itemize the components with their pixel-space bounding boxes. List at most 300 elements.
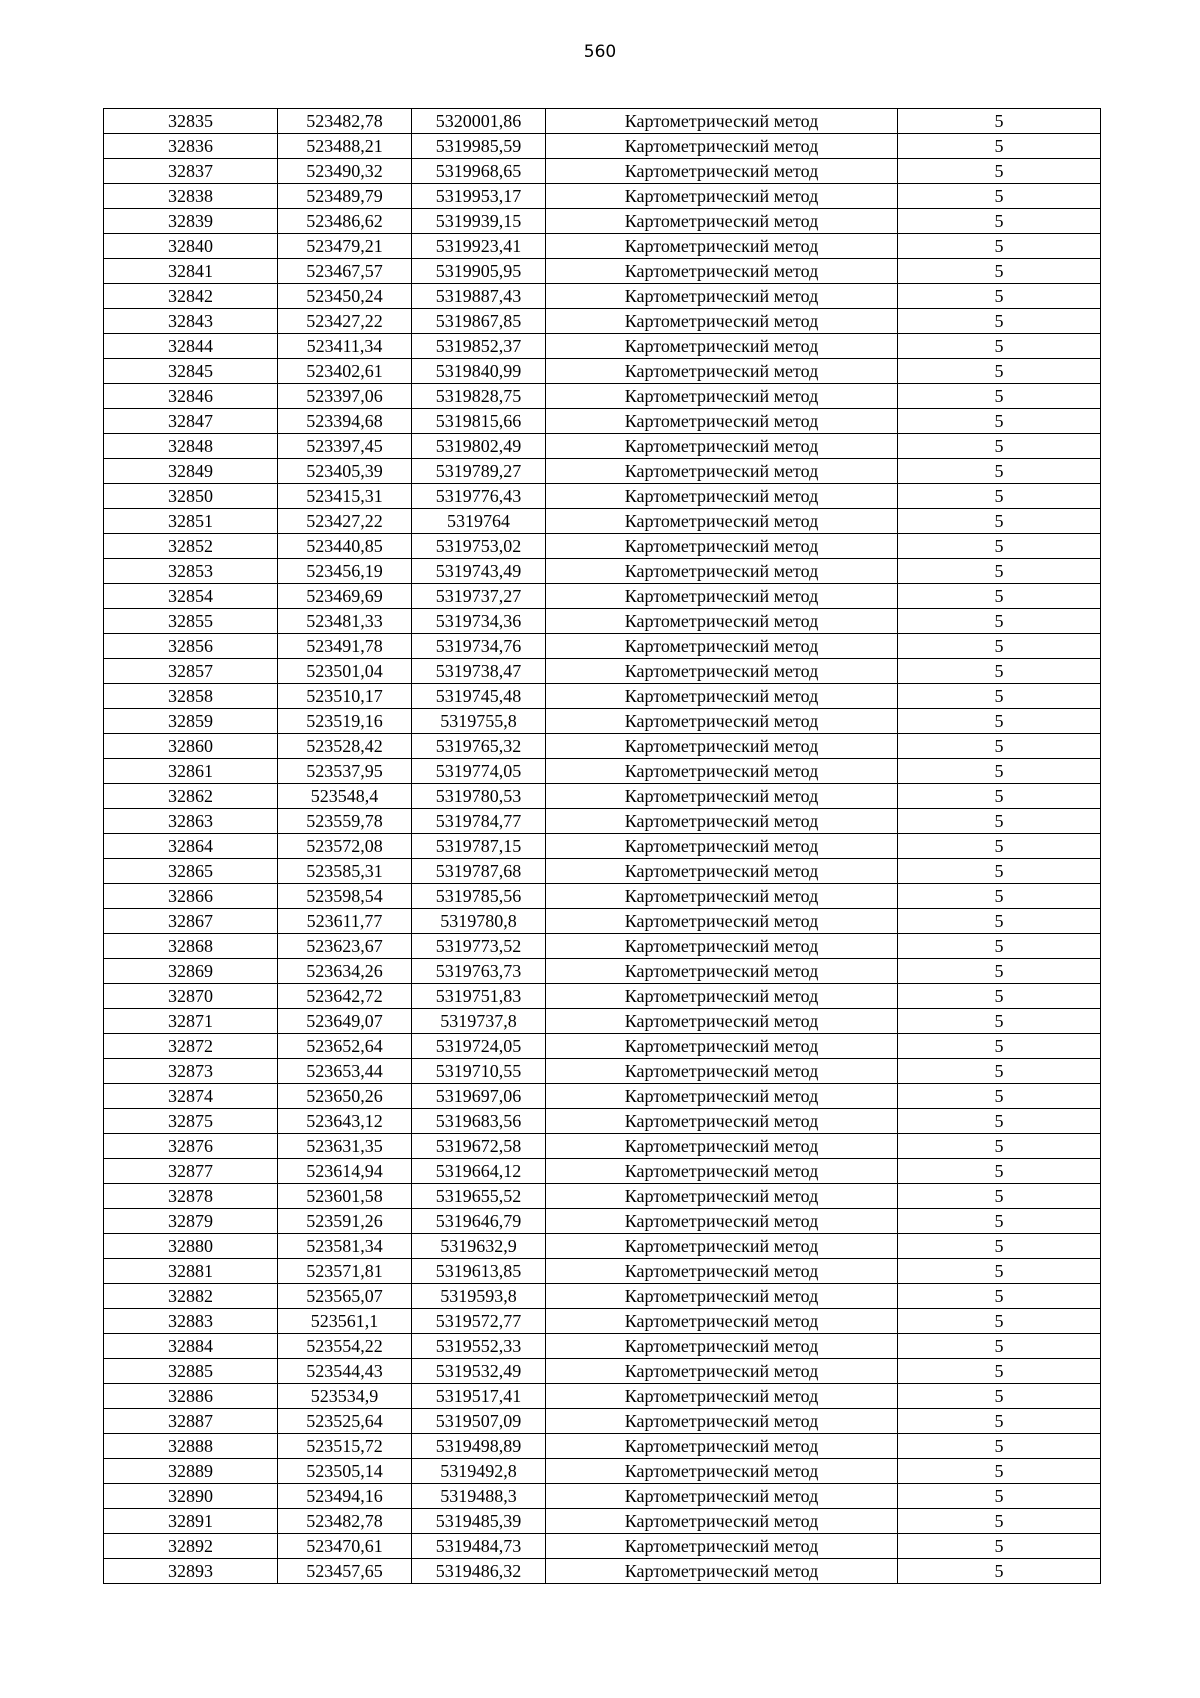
x-coordinate-cell: 523394,68: [278, 409, 412, 434]
table-row: [104, 1209, 1101, 1234]
table-row: [104, 1134, 1101, 1159]
point-number-cell: 32862: [104, 784, 278, 809]
point-number-cell: 32873: [104, 1059, 278, 1084]
table-row: [104, 659, 1101, 684]
y-coordinate-cell: 5319743,49: [412, 559, 546, 584]
x-coordinate-cell: 523479,21: [278, 234, 412, 259]
accuracy-cell: 5: [898, 659, 1101, 684]
accuracy-cell: 5: [898, 284, 1101, 309]
x-coordinate-cell: 523427,22: [278, 309, 412, 334]
point-number-cell: 32835: [104, 109, 278, 134]
y-coordinate-cell: 5319710,55: [412, 1059, 546, 1084]
method-cell: Картометрический метод: [546, 884, 898, 909]
point-number-cell: 32850: [104, 484, 278, 509]
point-number-cell: 32877: [104, 1159, 278, 1184]
point-number-cell: 32874: [104, 1084, 278, 1109]
x-coordinate-cell: 523489,79: [278, 184, 412, 209]
method-cell: Картометрический метод: [546, 859, 898, 884]
method-cell: Картометрический метод: [546, 1334, 898, 1359]
point-number-cell: 32886: [104, 1384, 278, 1409]
point-number-cell: 32842: [104, 284, 278, 309]
point-number-cell: 32868: [104, 934, 278, 959]
point-number-cell: 32887: [104, 1409, 278, 1434]
accuracy-cell: 5: [898, 1409, 1101, 1434]
x-coordinate-cell: 523534,9: [278, 1384, 412, 1409]
table-row: [104, 709, 1101, 734]
accuracy-cell: 5: [898, 734, 1101, 759]
y-coordinate-cell: 5319613,85: [412, 1259, 546, 1284]
y-coordinate-cell: 5319953,17: [412, 184, 546, 209]
y-coordinate-cell: 5319755,8: [412, 709, 546, 734]
accuracy-cell: 5: [898, 1284, 1101, 1309]
point-number-cell: 32878: [104, 1184, 278, 1209]
point-number-cell: 32885: [104, 1359, 278, 1384]
y-coordinate-cell: 5319828,75: [412, 384, 546, 409]
x-coordinate-cell: 523601,58: [278, 1184, 412, 1209]
method-cell: Картометрический метод: [546, 159, 898, 184]
table-row: [104, 1009, 1101, 1034]
point-number-cell: 32851: [104, 509, 278, 534]
point-number-cell: 32859: [104, 709, 278, 734]
x-coordinate-cell: 523649,07: [278, 1009, 412, 1034]
accuracy-cell: 5: [898, 334, 1101, 359]
point-number-cell: 32863: [104, 809, 278, 834]
y-coordinate-cell: 5319683,56: [412, 1109, 546, 1134]
point-number-cell: 32870: [104, 984, 278, 1009]
method-cell: Картометрический метод: [546, 584, 898, 609]
accuracy-cell: 5: [898, 234, 1101, 259]
x-coordinate-cell: 523501,04: [278, 659, 412, 684]
point-number-cell: 32860: [104, 734, 278, 759]
y-coordinate-cell: 5319774,05: [412, 759, 546, 784]
method-cell: Картометрический метод: [546, 1234, 898, 1259]
table-row: [104, 1084, 1101, 1109]
method-cell: Картометрический метод: [546, 984, 898, 1009]
x-coordinate-cell: 523519,16: [278, 709, 412, 734]
y-coordinate-cell: 5319784,77: [412, 809, 546, 834]
point-number-cell: 32876: [104, 1134, 278, 1159]
x-coordinate-cell: 523643,12: [278, 1109, 412, 1134]
method-cell: Картометрический метод: [546, 384, 898, 409]
point-number-cell: 32869: [104, 959, 278, 984]
method-cell: Картометрический метод: [546, 1184, 898, 1209]
table-row: [104, 1534, 1101, 1559]
table-row: [104, 884, 1101, 909]
table-row: [104, 434, 1101, 459]
point-number-cell: 32846: [104, 384, 278, 409]
point-number-cell: 32854: [104, 584, 278, 609]
method-cell: Картометрический метод: [546, 1109, 898, 1134]
y-coordinate-cell: 5319488,3: [412, 1484, 546, 1509]
x-coordinate-cell: 523515,72: [278, 1434, 412, 1459]
y-coordinate-cell: 5319646,79: [412, 1209, 546, 1234]
point-number-cell: 32838: [104, 184, 278, 209]
accuracy-cell: 5: [898, 159, 1101, 184]
accuracy-cell: 5: [898, 584, 1101, 609]
y-coordinate-cell: 5319572,77: [412, 1309, 546, 1334]
y-coordinate-cell: 5319492,8: [412, 1459, 546, 1484]
table-row: [104, 509, 1101, 534]
x-coordinate-cell: 523525,64: [278, 1409, 412, 1434]
accuracy-cell: 5: [898, 709, 1101, 734]
point-number-cell: 32867: [104, 909, 278, 934]
point-number-cell: 32858: [104, 684, 278, 709]
table-row: [104, 1559, 1101, 1584]
y-coordinate-cell: 5319802,49: [412, 434, 546, 459]
point-number-cell: 32861: [104, 759, 278, 784]
x-coordinate-cell: 523561,1: [278, 1309, 412, 1334]
x-coordinate-cell: 523548,4: [278, 784, 412, 809]
method-cell: Картометрический метод: [546, 309, 898, 334]
method-cell: Картометрический метод: [546, 534, 898, 559]
table-row: [104, 1259, 1101, 1284]
y-coordinate-cell: 5319765,32: [412, 734, 546, 759]
table-row: [104, 484, 1101, 509]
y-coordinate-cell: 5319672,58: [412, 1134, 546, 1159]
y-coordinate-cell: 5319734,76: [412, 634, 546, 659]
y-coordinate-cell: 5319923,41: [412, 234, 546, 259]
y-coordinate-cell: 5319737,8: [412, 1009, 546, 1034]
method-cell: Картометрический метод: [546, 209, 898, 234]
table-row: [104, 734, 1101, 759]
x-coordinate-cell: 523554,22: [278, 1334, 412, 1359]
y-coordinate-cell: 5319780,53: [412, 784, 546, 809]
method-cell: Картометрический метод: [546, 609, 898, 634]
method-cell: Картометрический метод: [546, 234, 898, 259]
table-row: [104, 1184, 1101, 1209]
point-number-cell: 32880: [104, 1234, 278, 1259]
method-cell: Картометрический метод: [546, 109, 898, 134]
accuracy-cell: 5: [898, 509, 1101, 534]
x-coordinate-cell: 523591,26: [278, 1209, 412, 1234]
y-coordinate-cell: 5319532,49: [412, 1359, 546, 1384]
accuracy-cell: 5: [898, 634, 1101, 659]
y-coordinate-cell: 5319776,43: [412, 484, 546, 509]
point-number-cell: 32843: [104, 309, 278, 334]
accuracy-cell: 5: [898, 259, 1101, 284]
accuracy-cell: 5: [898, 1059, 1101, 1084]
method-cell: Картометрический метод: [546, 734, 898, 759]
table-row: [104, 1284, 1101, 1309]
method-cell: Картометрический метод: [546, 484, 898, 509]
point-number-cell: 32857: [104, 659, 278, 684]
accuracy-cell: 5: [898, 434, 1101, 459]
method-cell: Картометрический метод: [546, 1284, 898, 1309]
x-coordinate-cell: 523611,77: [278, 909, 412, 934]
x-coordinate-cell: 523565,07: [278, 1284, 412, 1309]
table-row: [104, 609, 1101, 634]
accuracy-cell: 5: [898, 684, 1101, 709]
x-coordinate-cell: 523481,33: [278, 609, 412, 634]
y-coordinate-cell: 5319852,37: [412, 334, 546, 359]
x-coordinate-cell: 523571,81: [278, 1259, 412, 1284]
accuracy-cell: 5: [898, 834, 1101, 859]
table-row: [104, 634, 1101, 659]
method-cell: Картометрический метод: [546, 684, 898, 709]
method-cell: Картометрический метод: [546, 1134, 898, 1159]
point-number-cell: 32852: [104, 534, 278, 559]
method-cell: Картометрический метод: [546, 434, 898, 459]
table-row: [104, 259, 1101, 284]
accuracy-cell: 5: [898, 1334, 1101, 1359]
table-row: [104, 334, 1101, 359]
table-row: [104, 284, 1101, 309]
method-cell: Картометрический метод: [546, 809, 898, 834]
x-coordinate-cell: 523397,45: [278, 434, 412, 459]
x-coordinate-cell: 523544,43: [278, 1359, 412, 1384]
point-number-cell: 32845: [104, 359, 278, 384]
point-number-cell: 32891: [104, 1509, 278, 1534]
point-number-cell: 32853: [104, 559, 278, 584]
page-number: 560: [583, 42, 617, 62]
x-coordinate-cell: 523405,39: [278, 459, 412, 484]
method-cell: Картометрический метод: [546, 259, 898, 284]
table-row: [104, 1509, 1101, 1534]
table-row: [104, 359, 1101, 384]
accuracy-cell: 5: [898, 109, 1101, 134]
y-coordinate-cell: 5319763,73: [412, 959, 546, 984]
x-coordinate-cell: 523634,26: [278, 959, 412, 984]
x-coordinate-cell: 523494,16: [278, 1484, 412, 1509]
x-coordinate-cell: 523470,61: [278, 1534, 412, 1559]
method-cell: Картометрический метод: [546, 1259, 898, 1284]
y-coordinate-cell: 5319780,8: [412, 909, 546, 934]
method-cell: Картометрический метод: [546, 559, 898, 584]
method-cell: Картометрический метод: [546, 634, 898, 659]
table-row: [104, 309, 1101, 334]
point-number-cell: 32855: [104, 609, 278, 634]
method-cell: Картометрический метод: [546, 1534, 898, 1559]
point-number-cell: 32872: [104, 1034, 278, 1059]
table-row: [104, 1034, 1101, 1059]
method-cell: Картометрический метод: [546, 834, 898, 859]
method-cell: Картометрический метод: [546, 334, 898, 359]
point-number-cell: 32889: [104, 1459, 278, 1484]
table-row: [104, 934, 1101, 959]
y-coordinate-cell: 5319887,43: [412, 284, 546, 309]
accuracy-cell: 5: [898, 559, 1101, 584]
point-number-cell: 32881: [104, 1259, 278, 1284]
accuracy-cell: 5: [898, 934, 1101, 959]
table-row: [104, 559, 1101, 584]
table-row: [104, 1109, 1101, 1134]
x-coordinate-cell: 523650,26: [278, 1084, 412, 1109]
x-coordinate-cell: 523456,19: [278, 559, 412, 584]
y-coordinate-cell: 5319753,02: [412, 534, 546, 559]
accuracy-cell: 5: [898, 1159, 1101, 1184]
table-row: [104, 1409, 1101, 1434]
accuracy-cell: 5: [898, 1559, 1101, 1584]
table-row: [104, 409, 1101, 434]
y-coordinate-cell: 5319738,47: [412, 659, 546, 684]
x-coordinate-cell: 523402,61: [278, 359, 412, 384]
y-coordinate-cell: 5319840,99: [412, 359, 546, 384]
accuracy-cell: 5: [898, 1459, 1101, 1484]
y-coordinate-cell: 5319815,66: [412, 409, 546, 434]
method-cell: Картометрический метод: [546, 1409, 898, 1434]
x-coordinate-cell: 523652,64: [278, 1034, 412, 1059]
x-coordinate-cell: 523450,24: [278, 284, 412, 309]
y-coordinate-cell: 5319485,39: [412, 1509, 546, 1534]
y-coordinate-cell: 5319734,36: [412, 609, 546, 634]
y-coordinate-cell: 5319968,65: [412, 159, 546, 184]
method-cell: Картометрический метод: [546, 959, 898, 984]
method-cell: Картометрический метод: [546, 1084, 898, 1109]
x-coordinate-cell: 523598,54: [278, 884, 412, 909]
y-coordinate-cell: 5319751,83: [412, 984, 546, 1009]
table-row: [104, 209, 1101, 234]
method-cell: Картометрический метод: [546, 459, 898, 484]
method-cell: Картометрический метод: [546, 1459, 898, 1484]
accuracy-cell: 5: [898, 1034, 1101, 1059]
method-cell: Картометрический метод: [546, 1309, 898, 1334]
y-coordinate-cell: 5319484,73: [412, 1534, 546, 1559]
x-coordinate-cell: 523411,34: [278, 334, 412, 359]
method-cell: Картометрический метод: [546, 784, 898, 809]
table-row: [104, 809, 1101, 834]
point-number-cell: 32864: [104, 834, 278, 859]
method-cell: Картометрический метод: [546, 934, 898, 959]
table-row: [104, 184, 1101, 209]
point-number-cell: 32890: [104, 1484, 278, 1509]
y-coordinate-cell: 5319939,15: [412, 209, 546, 234]
x-coordinate-cell: 523572,08: [278, 834, 412, 859]
accuracy-cell: 5: [898, 1484, 1101, 1509]
x-coordinate-cell: 523490,32: [278, 159, 412, 184]
y-coordinate-cell: 5319486,32: [412, 1559, 546, 1584]
table-row: [104, 1334, 1101, 1359]
point-number-cell: 32844: [104, 334, 278, 359]
accuracy-cell: 5: [898, 184, 1101, 209]
table-row: [104, 1234, 1101, 1259]
accuracy-cell: 5: [898, 134, 1101, 159]
accuracy-cell: 5: [898, 1434, 1101, 1459]
x-coordinate-cell: 523505,14: [278, 1459, 412, 1484]
method-cell: Картометрический метод: [546, 1484, 898, 1509]
y-coordinate-cell: 5319517,41: [412, 1384, 546, 1409]
method-cell: Картометрический метод: [546, 1209, 898, 1234]
x-coordinate-cell: 523631,35: [278, 1134, 412, 1159]
table-row: [104, 1309, 1101, 1334]
point-number-cell: 32884: [104, 1334, 278, 1359]
y-coordinate-cell: 5319745,48: [412, 684, 546, 709]
point-number-cell: 32849: [104, 459, 278, 484]
accuracy-cell: 5: [898, 1259, 1101, 1284]
accuracy-cell: 5: [898, 809, 1101, 834]
accuracy-cell: 5: [898, 1134, 1101, 1159]
method-cell: Картометрический метод: [546, 359, 898, 384]
table-row: [104, 1434, 1101, 1459]
method-cell: Картометрический метод: [546, 1509, 898, 1534]
point-number-cell: 32871: [104, 1009, 278, 1034]
point-number-cell: 32888: [104, 1434, 278, 1459]
x-coordinate-cell: 523491,78: [278, 634, 412, 659]
x-coordinate-cell: 523537,95: [278, 759, 412, 784]
accuracy-cell: 5: [898, 1184, 1101, 1209]
table-row: [104, 134, 1101, 159]
y-coordinate-cell: 5319593,8: [412, 1284, 546, 1309]
table-row: [104, 909, 1101, 934]
accuracy-cell: 5: [898, 984, 1101, 1009]
y-coordinate-cell: 5319787,68: [412, 859, 546, 884]
table-row: [104, 459, 1101, 484]
point-number-cell: 32892: [104, 1534, 278, 1559]
table-row: [104, 1059, 1101, 1084]
accuracy-cell: 5: [898, 534, 1101, 559]
x-coordinate-cell: 523642,72: [278, 984, 412, 1009]
accuracy-cell: 5: [898, 209, 1101, 234]
x-coordinate-cell: 523482,78: [278, 109, 412, 134]
x-coordinate-cell: 523581,34: [278, 1234, 412, 1259]
accuracy-cell: 5: [898, 1309, 1101, 1334]
accuracy-cell: 5: [898, 484, 1101, 509]
table-row: [104, 234, 1101, 259]
accuracy-cell: 5: [898, 1509, 1101, 1534]
point-number-cell: 32893: [104, 1559, 278, 1584]
y-coordinate-cell: 5319985,59: [412, 134, 546, 159]
x-coordinate-cell: 523488,21: [278, 134, 412, 159]
accuracy-cell: 5: [898, 959, 1101, 984]
y-coordinate-cell: 5319905,95: [412, 259, 546, 284]
method-cell: Картометрический метод: [546, 759, 898, 784]
point-number-cell: 32879: [104, 1209, 278, 1234]
method-cell: Картометрический метод: [546, 909, 898, 934]
accuracy-cell: 5: [898, 1534, 1101, 1559]
accuracy-cell: 5: [898, 909, 1101, 934]
accuracy-cell: 5: [898, 384, 1101, 409]
method-cell: Картометрический метод: [546, 284, 898, 309]
x-coordinate-cell: 523623,67: [278, 934, 412, 959]
y-coordinate-cell: 5319507,09: [412, 1409, 546, 1434]
accuracy-cell: 5: [898, 859, 1101, 884]
point-number-cell: 32866: [104, 884, 278, 909]
point-number-cell: 32847: [104, 409, 278, 434]
x-coordinate-cell: 523653,44: [278, 1059, 412, 1084]
accuracy-cell: 5: [898, 759, 1101, 784]
method-cell: Картометрический метод: [546, 134, 898, 159]
method-cell: Картометрический метод: [546, 1159, 898, 1184]
table-row: [104, 584, 1101, 609]
method-cell: Картометрический метод: [546, 709, 898, 734]
point-number-cell: 32840: [104, 234, 278, 259]
point-number-cell: 32865: [104, 859, 278, 884]
table-row: [104, 534, 1101, 559]
method-cell: Картометрический метод: [546, 509, 898, 534]
accuracy-cell: 5: [898, 1209, 1101, 1234]
accuracy-cell: 5: [898, 359, 1101, 384]
table-row: [104, 109, 1101, 134]
method-cell: Картометрический метод: [546, 409, 898, 434]
x-coordinate-cell: 523482,78: [278, 1509, 412, 1534]
accuracy-cell: 5: [898, 409, 1101, 434]
table-row: [104, 1159, 1101, 1184]
accuracy-cell: 5: [898, 884, 1101, 909]
method-cell: Картометрический метод: [546, 1359, 898, 1384]
table-row: [104, 1384, 1101, 1409]
table-row: [104, 1459, 1101, 1484]
table-row: [104, 1359, 1101, 1384]
y-coordinate-cell: 5319787,15: [412, 834, 546, 859]
point-number-cell: 32839: [104, 209, 278, 234]
x-coordinate-cell: 523469,69: [278, 584, 412, 609]
y-coordinate-cell: 5319498,89: [412, 1434, 546, 1459]
accuracy-cell: 5: [898, 459, 1101, 484]
method-cell: Картометрический метод: [546, 1059, 898, 1084]
accuracy-cell: 5: [898, 1384, 1101, 1409]
accuracy-cell: 5: [898, 309, 1101, 334]
point-number-cell: 32856: [104, 634, 278, 659]
y-coordinate-cell: 5319764: [412, 509, 546, 534]
